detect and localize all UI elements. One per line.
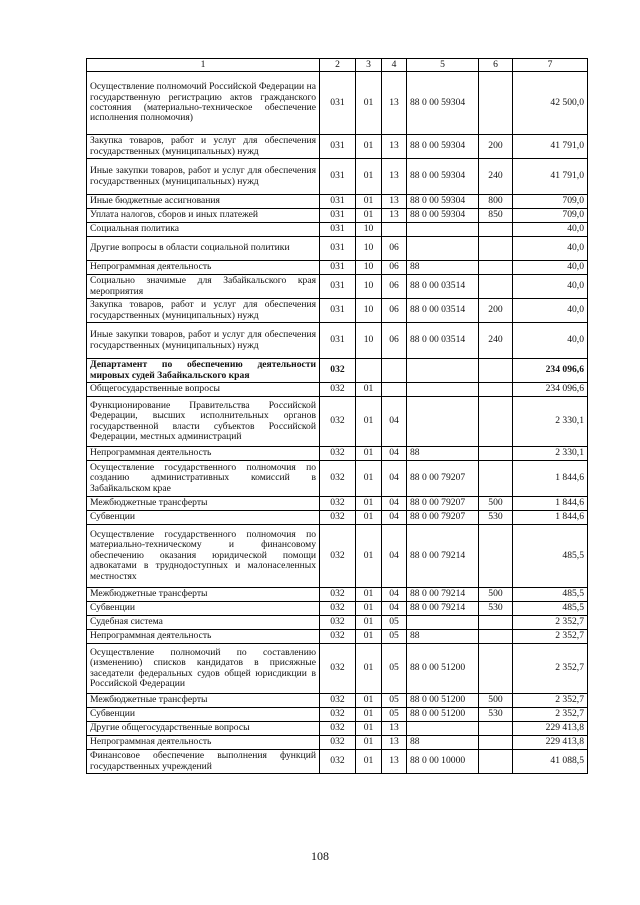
cell-target-article: 88 0 00 79214: [407, 525, 479, 588]
table-row: [87, 588, 588, 602]
cell-subsection: 04: [382, 602, 407, 616]
cell-subsection: 04: [382, 588, 407, 602]
column-header: 4: [382, 59, 407, 72]
cell-subsection: [382, 223, 407, 237]
cell-subsection: 06: [382, 261, 407, 275]
cell-name: Общегосударственные вопросы: [87, 383, 320, 397]
cell-expense-type: [479, 630, 513, 644]
cell-expense-type: 500: [479, 694, 513, 708]
cell-section: 10: [356, 275, 382, 299]
cell-section: 01: [356, 722, 382, 736]
cell-expense-type: [479, 525, 513, 588]
cell-target-article: [407, 616, 479, 630]
cell-subsection: 06: [382, 275, 407, 299]
cell-name: Межбюджетные трансферты: [87, 497, 320, 511]
cell-target-article: 88 0 00 79207: [407, 511, 479, 525]
cell-target-article: 88 0 00 03514: [407, 323, 479, 359]
cell-subsection: 04: [382, 511, 407, 525]
cell-target-article: 88 0 00 79207: [407, 461, 479, 497]
page-number: 108: [311, 849, 329, 863]
cell-expense-type: [479, 644, 513, 694]
cell-name: Закупка товаров, работ и услуг для обеспечения государственных (муниципальных) нужд: [87, 299, 320, 323]
cell-subsection: [382, 359, 407, 383]
cell-expense-type: [479, 223, 513, 237]
cell-target-article: 88 0 00 79207: [407, 497, 479, 511]
cell-amount: 2 352,7: [513, 694, 588, 708]
cell-target-article: 88: [407, 630, 479, 644]
column-header: 1: [87, 59, 320, 72]
table-body: [87, 72, 588, 774]
cell-expense-type: [479, 383, 513, 397]
cell-section: 10: [356, 323, 382, 359]
cell-amount: 485,5: [513, 602, 588, 616]
table-row: [87, 261, 588, 275]
cell-name: Непрограммная деятельность: [87, 447, 320, 461]
cell-department-code: 031: [320, 209, 356, 223]
cell-section: 10: [356, 237, 382, 261]
table-row: [87, 135, 588, 159]
cell-department-code: 031: [320, 275, 356, 299]
cell-name: Иные закупки товаров, работ и услуг для обеспечения государственных (муниципальных) нужд: [87, 159, 320, 195]
cell-expense-type: 530: [479, 511, 513, 525]
cell-section: 01: [356, 497, 382, 511]
cell-name: Финансовое обеспечение выполнения функций государственных учреждений: [87, 750, 320, 774]
cell-expense-type: [479, 750, 513, 774]
cell-expense-type: [479, 461, 513, 497]
table-row: [87, 72, 588, 135]
cell-department-code: 031: [320, 159, 356, 195]
column-header: 5: [407, 59, 479, 72]
cell-section: 01: [356, 397, 382, 447]
cell-section: [356, 359, 382, 383]
cell-amount: 40,0: [513, 223, 588, 237]
cell-expense-type: [479, 72, 513, 135]
cell-section: 01: [356, 447, 382, 461]
cell-name: Другие общегосударственные вопросы: [87, 722, 320, 736]
cell-section: 01: [356, 750, 382, 774]
cell-target-article: 88 0 00 59304: [407, 195, 479, 209]
table-row: [87, 497, 588, 511]
cell-department-code: 031: [320, 195, 356, 209]
table-row: [87, 447, 588, 461]
cell-target-article: 88 0 00 59304: [407, 72, 479, 135]
column-header: 6: [479, 59, 513, 72]
column-header: 2: [320, 59, 356, 72]
cell-section: 01: [356, 694, 382, 708]
table-row: [87, 159, 588, 195]
cell-subsection: 04: [382, 525, 407, 588]
cell-subsection: 06: [382, 237, 407, 261]
cell-section: 01: [356, 159, 382, 195]
table-row: [87, 397, 588, 447]
cell-amount: 41 088,5: [513, 750, 588, 774]
cell-target-article: 88 0 00 51200: [407, 694, 479, 708]
table-row: [87, 736, 588, 750]
cell-amount: 2 352,7: [513, 630, 588, 644]
cell-subsection: 05: [382, 616, 407, 630]
cell-subsection: 04: [382, 461, 407, 497]
cell-subsection: 05: [382, 694, 407, 708]
cell-section: 01: [356, 383, 382, 397]
cell-name: Социальная политика: [87, 223, 320, 237]
cell-target-article: [407, 237, 479, 261]
table-row: [87, 237, 588, 261]
cell-section: 10: [356, 261, 382, 275]
cell-section: 01: [356, 135, 382, 159]
header-row: [87, 59, 588, 72]
cell-amount: 1 844,6: [513, 461, 588, 497]
cell-expense-type: [479, 237, 513, 261]
cell-amount: 40,0: [513, 237, 588, 261]
cell-expense-type: 530: [479, 708, 513, 722]
cell-department-code: 032: [320, 525, 356, 588]
cell-department-code: 032: [320, 736, 356, 750]
cell-subsection: 06: [382, 323, 407, 359]
table-row: [87, 708, 588, 722]
cell-name: Иные закупки товаров, работ и услуг для обеспечения государственных (муниципальных) нужд: [87, 323, 320, 359]
cell-subsection: 04: [382, 397, 407, 447]
cell-name: Осуществление полномочий Российской Федерации на государственную регистрацию актов гражданского состояния (материально-техническое обеспечение исполнения полномочия): [87, 72, 320, 135]
cell-target-article: 88: [407, 447, 479, 461]
cell-department-code: 031: [320, 261, 356, 275]
cell-subsection: 04: [382, 447, 407, 461]
cell-target-article: 88 0 00 59304: [407, 209, 479, 223]
cell-target-article: 88 0 00 51200: [407, 708, 479, 722]
cell-subsection: 05: [382, 708, 407, 722]
cell-name: Непрограммная деятельность: [87, 261, 320, 275]
cell-amount: 2 330,1: [513, 397, 588, 447]
cell-name: Непрограммная деятельность: [87, 736, 320, 750]
cell-name: Закупка товаров, работ и услуг для обеспечения государственных (муниципальных) нужд: [87, 135, 320, 159]
cell-amount: 234 096,6: [513, 383, 588, 397]
cell-name: Осуществление государственного полномочия по созданию административных комиссий в Забайкальском крае: [87, 461, 320, 497]
cell-department-code: 031: [320, 323, 356, 359]
cell-department-code: 031: [320, 223, 356, 237]
table-row: [87, 722, 588, 736]
cell-department-code: 032: [320, 461, 356, 497]
cell-expense-type: 500: [479, 497, 513, 511]
cell-section: 01: [356, 461, 382, 497]
cell-department-code: 032: [320, 694, 356, 708]
cell-amount: 2 330,1: [513, 447, 588, 461]
cell-subsection: 13: [382, 722, 407, 736]
table-row: [87, 461, 588, 497]
cell-target-article: [407, 223, 479, 237]
cell-section: 10: [356, 223, 382, 237]
cell-section: 10: [356, 299, 382, 323]
cell-expense-type: [479, 261, 513, 275]
cell-subsection: 04: [382, 497, 407, 511]
cell-section: 01: [356, 616, 382, 630]
table-row: [87, 275, 588, 299]
table-row: [87, 299, 588, 323]
budget-table: [86, 58, 588, 774]
cell-amount: 709,0: [513, 209, 588, 223]
cell-expense-type: 240: [479, 159, 513, 195]
cell-section: 01: [356, 630, 382, 644]
table-row: [87, 616, 588, 630]
cell-target-article: 88 0 00 51200: [407, 644, 479, 694]
cell-amount: 42 500,0: [513, 72, 588, 135]
cell-name: Субвенции: [87, 708, 320, 722]
cell-department-code: 032: [320, 616, 356, 630]
cell-expense-type: 200: [479, 299, 513, 323]
cell-name: Субвенции: [87, 511, 320, 525]
cell-subsection: 13: [382, 750, 407, 774]
table-row: [87, 323, 588, 359]
cell-amount: 229 413,8: [513, 736, 588, 750]
cell-name: Осуществление полномочий по составлению (изменению) списков кандидатов в присяжные заседатели федеральных судов общей юрисдикции в Российской Федерации: [87, 644, 320, 694]
cell-department-code: 032: [320, 511, 356, 525]
cell-department-code: 031: [320, 299, 356, 323]
cell-amount: 485,5: [513, 525, 588, 588]
cell-expense-type: 800: [479, 195, 513, 209]
cell-subsection: [382, 383, 407, 397]
cell-department-code: 031: [320, 237, 356, 261]
cell-name: Непрограммная деятельность: [87, 630, 320, 644]
cell-section: 01: [356, 736, 382, 750]
cell-amount: 2 352,7: [513, 644, 588, 694]
cell-section: 01: [356, 209, 382, 223]
cell-target-article: [407, 722, 479, 736]
column-header: 7: [513, 59, 588, 72]
cell-subsection: 13: [382, 72, 407, 135]
table-row: [87, 630, 588, 644]
cell-department-code: 032: [320, 397, 356, 447]
cell-name: Судебная система: [87, 616, 320, 630]
cell-target-article: 88 0 00 59304: [407, 159, 479, 195]
cell-section: 01: [356, 511, 382, 525]
table-row: [87, 750, 588, 774]
cell-subsection: 13: [382, 209, 407, 223]
cell-section: 01: [356, 644, 382, 694]
cell-expense-type: [479, 736, 513, 750]
table-row: [87, 511, 588, 525]
cell-target-article: 88 0 00 59304: [407, 135, 479, 159]
cell-target-article: 88 0 00 10000: [407, 750, 479, 774]
cell-subsection: 06: [382, 299, 407, 323]
table-row: [87, 223, 588, 237]
cell-department-code: 032: [320, 588, 356, 602]
cell-target-article: 88 0 00 03514: [407, 275, 479, 299]
cell-amount: 40,0: [513, 323, 588, 359]
cell-department-code: 032: [320, 722, 356, 736]
cell-target-article: [407, 359, 479, 383]
cell-section: 01: [356, 195, 382, 209]
cell-name: Уплата налогов, сборов и иных платежей: [87, 209, 320, 223]
cell-amount: 2 352,7: [513, 616, 588, 630]
cell-department-code: 032: [320, 708, 356, 722]
cell-amount: 709,0: [513, 195, 588, 209]
cell-subsection: 13: [382, 135, 407, 159]
cell-department-code: 031: [320, 135, 356, 159]
cell-expense-type: [479, 397, 513, 447]
cell-target-article: 88 0 00 03514: [407, 299, 479, 323]
cell-target-article: 88 0 00 79214: [407, 588, 479, 602]
cell-name: Функционирование Правительства Российской Федерации, высших исполнительных органов государственной власти субъектов Российской Федерации, местных администраций: [87, 397, 320, 447]
cell-department-code: 032: [320, 750, 356, 774]
cell-amount: 234 096,6: [513, 359, 588, 383]
table-row: [87, 359, 588, 383]
cell-amount: 485,5: [513, 588, 588, 602]
cell-amount: 2 352,7: [513, 708, 588, 722]
cell-section: 01: [356, 72, 382, 135]
cell-section: 01: [356, 602, 382, 616]
cell-name: Социально значимые для Забайкальского края мероприятия: [87, 275, 320, 299]
cell-target-article: [407, 397, 479, 447]
cell-department-code: 031: [320, 72, 356, 135]
cell-target-article: 88: [407, 736, 479, 750]
cell-department-code: 032: [320, 447, 356, 461]
cell-department-code: 032: [320, 383, 356, 397]
cell-name: Осуществление государственного полномочия по материально-техническому и финансовому обеспечению оказания юридической помощи адвокатами в труднодоступных и малонаселенных местностях: [87, 525, 320, 588]
cell-target-article: [407, 383, 479, 397]
table-row: [87, 694, 588, 708]
cell-expense-type: [479, 722, 513, 736]
cell-subsection: 05: [382, 644, 407, 694]
cell-name: Субвенции: [87, 602, 320, 616]
table-row: [87, 602, 588, 616]
table-row: [87, 195, 588, 209]
cell-expense-type: [479, 359, 513, 383]
cell-expense-type: [479, 447, 513, 461]
cell-name: Другие вопросы в области социальной политики: [87, 237, 320, 261]
cell-section: 01: [356, 525, 382, 588]
cell-expense-type: 530: [479, 602, 513, 616]
cell-amount: 41 791,0: [513, 135, 588, 159]
cell-amount: 40,0: [513, 299, 588, 323]
cell-department-code: 032: [320, 602, 356, 616]
table-row: [87, 644, 588, 694]
cell-amount: 1 844,6: [513, 497, 588, 511]
cell-section: 01: [356, 588, 382, 602]
cell-expense-type: [479, 616, 513, 630]
table-header: [87, 59, 588, 72]
cell-name: Межбюджетные трансферты: [87, 588, 320, 602]
cell-amount: 40,0: [513, 275, 588, 299]
cell-target-article: 88: [407, 261, 479, 275]
cell-expense-type: 500: [479, 588, 513, 602]
cell-subsection: 13: [382, 195, 407, 209]
column-header: 3: [356, 59, 382, 72]
cell-department-code: 032: [320, 359, 356, 383]
cell-subsection: 13: [382, 159, 407, 195]
cell-amount: 229 413,8: [513, 722, 588, 736]
cell-department-code: 032: [320, 497, 356, 511]
cell-expense-type: 200: [479, 135, 513, 159]
cell-expense-type: [479, 275, 513, 299]
cell-amount: 1 844,6: [513, 511, 588, 525]
cell-expense-type: 850: [479, 209, 513, 223]
table-row: [87, 209, 588, 223]
cell-target-article: 88 0 00 79214: [407, 602, 479, 616]
cell-department-code: 032: [320, 644, 356, 694]
cell-subsection: 05: [382, 630, 407, 644]
cell-department-code: 032: [320, 630, 356, 644]
cell-name: Межбюджетные трансферты: [87, 694, 320, 708]
cell-subsection: 13: [382, 736, 407, 750]
cell-expense-type: 240: [479, 323, 513, 359]
cell-amount: 40,0: [513, 261, 588, 275]
cell-name: Иные бюджетные ассигнования: [87, 195, 320, 209]
table-row: [87, 525, 588, 588]
cell-name: Департамент по обеспечению деятельности мировых судей Забайкальского края: [87, 359, 320, 383]
table-row: [87, 383, 588, 397]
cell-amount: 41 791,0: [513, 159, 588, 195]
cell-section: 01: [356, 708, 382, 722]
